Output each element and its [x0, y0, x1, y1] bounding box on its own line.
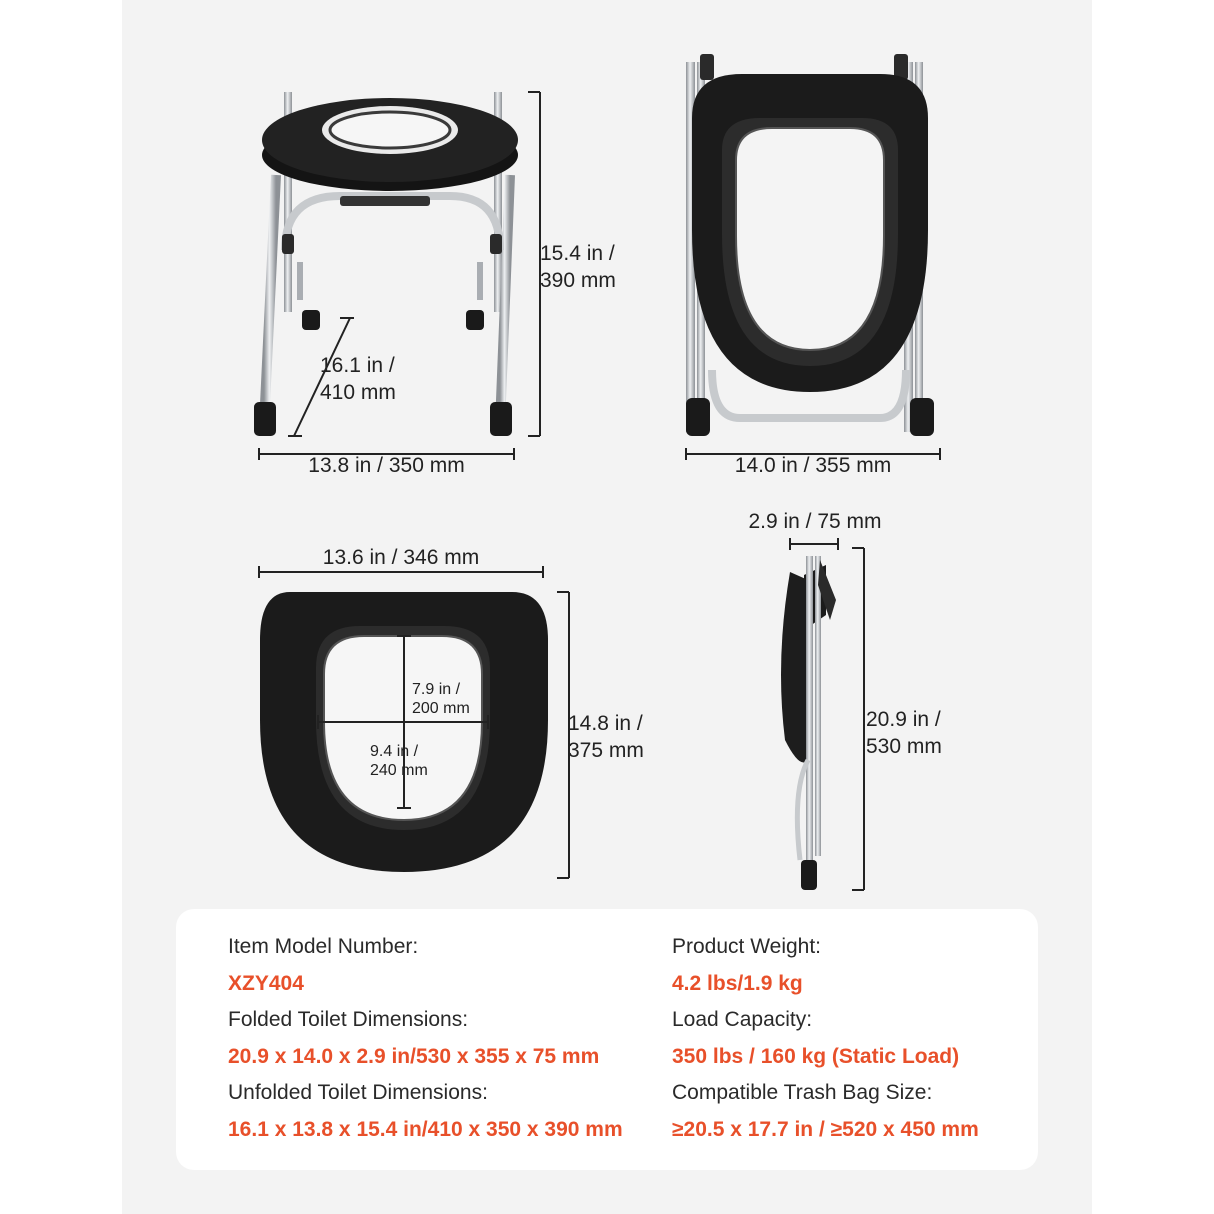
seat-length-in: 14.8 in / [568, 712, 643, 735]
seat-width-label: 13.6 in / 346 mm [322, 546, 480, 569]
hole-length-in: 7.9 in / [412, 681, 461, 698]
unfolded-width-label: 13.8 in / 350 mm [308, 454, 465, 477]
folded-height-in: 20.9 in / [866, 708, 941, 731]
spec-card [176, 909, 1038, 1170]
load-capacity-value: 350 lbs / 160 kg (Static Load) [672, 1045, 960, 1068]
model-number-value: XZY404 [228, 972, 304, 995]
folded-toilet-illustration [686, 54, 934, 436]
seat-length-label [568, 710, 644, 764]
unfolded-height-in: 15.4 in / [540, 242, 615, 265]
unfolded-height-mm: 390 mm [540, 269, 616, 292]
hole-width-label [370, 742, 428, 780]
folded-thickness-label: 2.9 in / 75 mm [748, 510, 882, 533]
unfolded-depth-label [320, 352, 396, 406]
folded-dimensions-value: 20.9 x 14.0 x 2.9 in/530 x 355 x 75 mm [228, 1045, 600, 1068]
product-weight-label: Product Weight: [672, 935, 822, 958]
folded-side-view-illustration [781, 556, 836, 890]
unfolded-depth-in: 16.1 in / [320, 354, 395, 377]
unfolded-depth-mm: 410 mm [320, 381, 396, 404]
trash-bag-size-label: Compatible Trash Bag Size: [672, 1081, 933, 1104]
folded-height-label [866, 706, 942, 760]
unfolded-dimensions-value: 16.1 x 13.8 x 15.4 in/410 x 350 x 390 mm [228, 1118, 623, 1141]
unfolded-height-label [540, 240, 616, 294]
hole-width-mm: 240 mm [370, 762, 428, 779]
seat-length-mm: 375 mm [568, 739, 644, 762]
trash-bag-size-value: ≥20.5 x 17.7 in / ≥520 x 450 mm [672, 1118, 979, 1141]
load-capacity-label: Load Capacity: [672, 1008, 813, 1031]
model-number-label: Item Model Number: [228, 935, 419, 958]
hole-length-mm: 200 mm [412, 700, 470, 717]
hole-length-label [412, 680, 470, 718]
folded-height-mm: 530 mm [866, 735, 942, 758]
hole-width-in: 9.4 in / [370, 743, 419, 760]
folded-front-width-label: 14.0 in / 355 mm [734, 454, 892, 477]
unfolded-dimensions-label: Unfolded Toilet Dimensions: [228, 1081, 488, 1104]
product-weight-value: 4.2 lbs/1.9 kg [672, 972, 803, 995]
folded-dimensions-label: Folded Toilet Dimensions: [228, 1008, 469, 1031]
